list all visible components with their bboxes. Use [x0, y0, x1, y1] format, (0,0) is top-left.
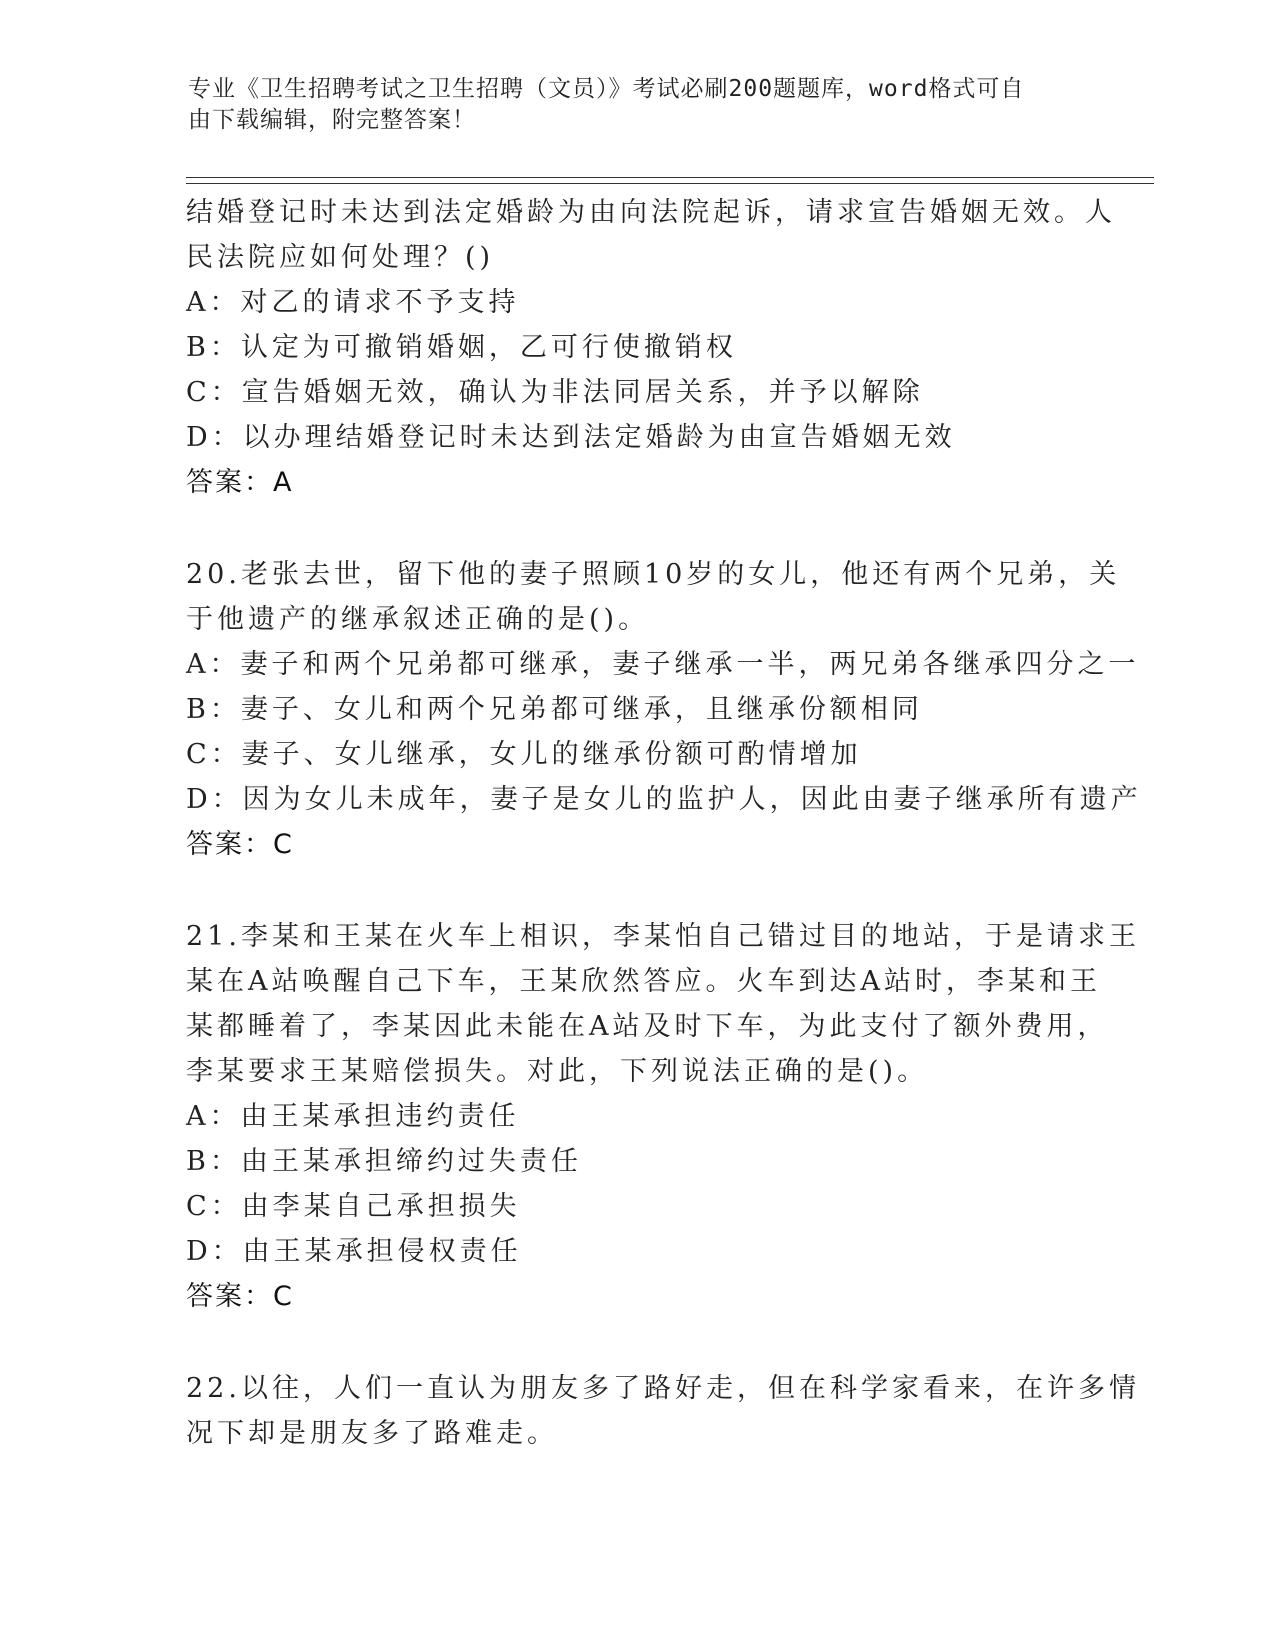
option-b: B：由王某承担缔约过失责任: [186, 1146, 582, 1177]
question-text-line: 22.以往，人们一直认为朋友多了路好走，但在科学家看来，在许多情: [186, 1373, 1140, 1404]
question-21: [186, 914, 1140, 1320]
question-text-line: 20.老张去世，留下他的妻子照顾10岁的女儿，他还有两个兄弟，关: [186, 559, 1121, 590]
option-b: B：认定为可撤销婚姻，乙可行使撤销权: [186, 332, 737, 363]
header-line-2: 由下载编辑，附完整答案！: [188, 107, 476, 133]
question-list: [186, 190, 1142, 1456]
question-text-line: 李某要求王某赔偿损失。对此，下列说法正确的是()。: [186, 1056, 929, 1087]
question-20: [186, 552, 1142, 868]
option-c: C：由李某自己承担损失: [186, 1191, 521, 1222]
header-line-1: 专业《卫生招聘考试之卫生招聘（文员）》考试必刷200题题库，word格式可自: [188, 76, 1025, 102]
document-header: [188, 74, 1088, 136]
question-text-line: 况下却是朋友多了路难走。: [186, 1418, 558, 1449]
option-b: B：妻子、女儿和两个兄弟都可继承，且继承份额相同: [186, 694, 923, 725]
option-d: D：由王某承担侵权责任: [186, 1236, 522, 1267]
answer-line: 答案：C: [186, 1281, 294, 1312]
option-a: A：对乙的请求不予支持: [186, 287, 520, 318]
answer-line: 答案：A: [186, 467, 294, 498]
question-22: [186, 1366, 1140, 1456]
question-text-line: 某都睡着了，李某因此未能在A站及时下车，为此支付了额外费用，: [186, 1011, 1109, 1042]
option-d: D：以办理结婚登记时未达到法定婚龄为由宣告婚姻无效: [186, 422, 956, 453]
question-text-line: 某在A站唤醒自己下车，王某欣然答应。火车到达A站时，李某和王: [186, 966, 1101, 997]
answer-line: 答案：C: [186, 829, 294, 860]
question-text-line: 结婚登记时未达到法定婚龄为由向法院起诉，请求宣告婚姻无效。人: [186, 197, 1116, 228]
option-a: A：由王某承担违约责任: [186, 1101, 520, 1132]
header-divider: [186, 177, 1154, 184]
question-text-line: 21.李某和王某在火车上相识，李某怕自己错过目的地站，于是请求王: [186, 921, 1140, 952]
question-text-line: 于他遗产的继承叙述正确的是()。: [186, 604, 650, 635]
question-19: [186, 190, 1116, 506]
option-d: D：因为女儿未成年，妻子是女儿的监护人，因此由妻子继承所有遗产: [186, 784, 1142, 815]
option-c: C：宣告婚姻无效，确认为非法同居关系，并予以解除: [186, 377, 924, 408]
question-text-line: 民法院应如何处理？(): [186, 242, 495, 273]
option-a: A：妻子和两个兄弟都可继承，妻子继承一半，两兄弟各继承四分之一: [186, 649, 1140, 680]
option-c: C：妻子、女儿继承，女儿的继承份额可酌情增加: [186, 739, 862, 770]
